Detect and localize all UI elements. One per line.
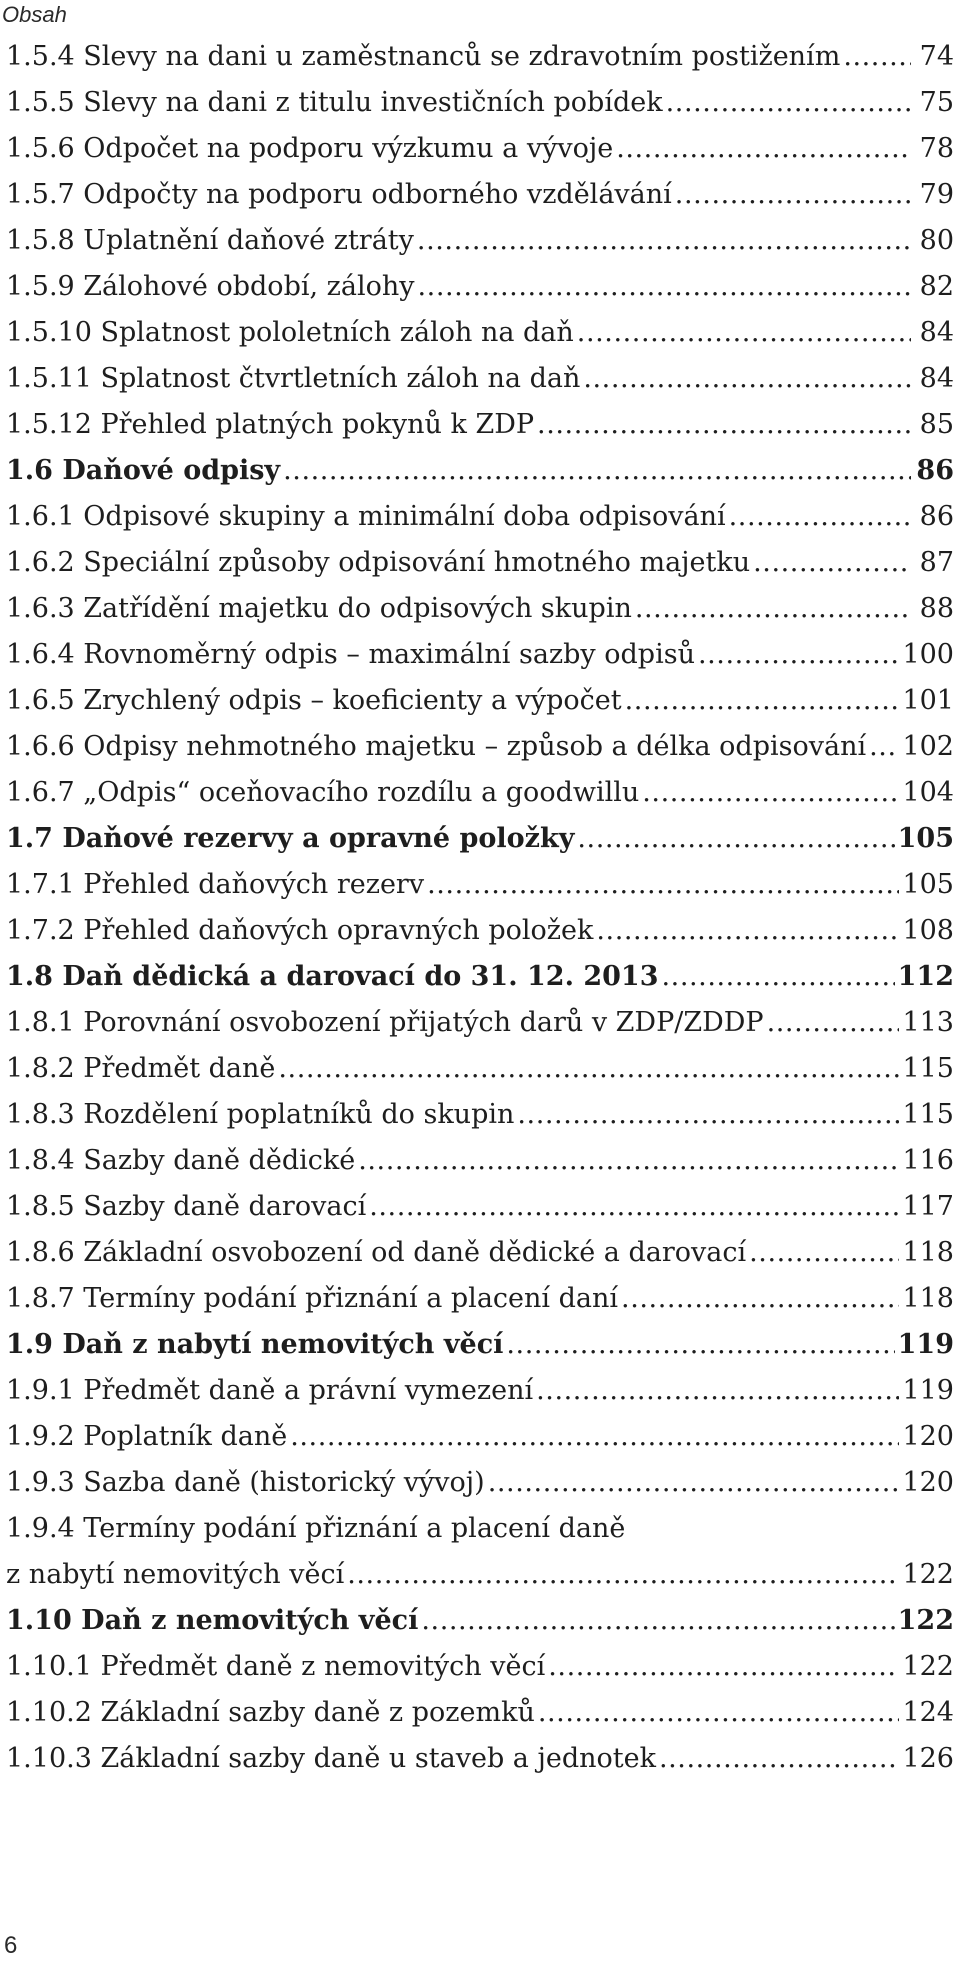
toc-dot-leader [843,34,911,80]
toc-entry-title: 1.6 Daňové odpisy [6,455,281,486]
toc-entry-title: 1.9 Daň z nabytí nemovitých věcí [6,1329,504,1360]
toc-dot-leader [536,1368,899,1414]
toc-dot-leader [421,1598,894,1644]
table-of-contents [6,34,954,1782]
toc-entry[interactable] [6,1736,954,1782]
toc-entry-title: 1.6.4 Rovnoměrný odpis – maximální sazby odpisů [6,639,695,670]
toc-entry-title: 1.7.1 Přehled daňových rezerv [6,869,425,900]
toc-entry[interactable] [6,1460,954,1506]
toc-entry-page: 105 [902,869,954,900]
toc-entry-title: 1.8.7 Termíny podání přiznání a placení daní [6,1283,619,1314]
toc-entry[interactable] [6,1644,954,1690]
toc-dot-leader [538,1690,900,1736]
toc-entry-title: 1.5.9 Zálohové období, zálohy [6,271,415,302]
toc-dot-leader [625,678,900,724]
toc-entry-page: 108 [902,915,954,946]
toc-entry-title: 1.10.1 Předmět daně z nemovitých věcí [6,1651,546,1682]
toc-entry-page: 74 [919,41,954,72]
toc-entry[interactable] [6,1230,954,1276]
toc-entry-title: 1.6.7 „Odpis“ oceňovacího rozdílu a goodwillu [6,777,640,808]
toc-entry-title: 1.6.1 Odpisové skupiny a minimální doba odpisování [6,501,726,532]
toc-dot-leader [583,356,911,402]
toc-dot-leader [659,1736,900,1782]
toc-dot-leader [621,1276,899,1322]
toc-entry-page: 115 [902,1053,954,1084]
toc-entry[interactable] [6,1552,954,1598]
toc-entry-title: 1.9.1 Předmět daně a právní vymezení [6,1375,534,1406]
toc-entry-title: 1.8.6 Základní osvobození od daně dědické a darovací [6,1237,747,1268]
toc-dot-leader [662,954,895,1000]
toc-entry-title: 1.8.4 Sazby daně dědické [6,1145,356,1176]
toc-dot-leader [347,1552,899,1598]
toc-entry-title: 1.5.12 Přehled platných pokynů k ZDP [6,409,535,440]
toc-dot-leader [417,218,911,264]
toc-entry-page: 122 [902,1559,954,1590]
toc-entry[interactable] [6,724,954,770]
toc-entry-title: 1.8.3 Rozdělení poplatníků do skupin [6,1099,515,1130]
toc-entry-page: 112 [897,961,954,992]
toc-entry[interactable] [6,1598,954,1644]
toc-entry-page: 119 [902,1375,954,1406]
toc-entry[interactable] [6,1414,954,1460]
toc-entry-title: 1.8.1 Porovnání osvobození přijatých darů v ZDP/ZDDP [6,1007,764,1038]
toc-entry[interactable] [6,448,954,494]
toc-dot-leader [369,1184,899,1230]
toc-entry[interactable] [6,1000,954,1046]
toc-entry[interactable] [6,586,954,632]
toc-dot-leader [577,310,911,356]
toc-entry-title: 1.9.4 Termíny podání přiznání a placení daně [6,1513,626,1544]
toc-dot-leader [729,494,911,540]
toc-entry-page: 122 [897,1605,954,1636]
toc-dot-leader [537,402,911,448]
toc-entry[interactable] [6,1690,954,1736]
toc-dot-leader [577,816,894,862]
toc-entry[interactable] [6,1322,954,1368]
toc-entry-title: 1.5.8 Uplatnění daňové ztráty [6,225,414,256]
toc-entry[interactable] [6,1092,954,1138]
toc-entry-title: 1.10.2 Základní sazby daně z pozemků [6,1697,535,1728]
toc-entry-page: 119 [897,1329,954,1360]
toc-dot-leader [596,908,899,954]
toc-entry[interactable] [6,954,954,1000]
toc-entry-page: 117 [902,1191,954,1222]
page-number: 6 [4,1932,18,1959]
toc-entry-page: 102 [902,731,954,762]
toc-entry[interactable] [6,908,954,954]
toc-dot-leader [666,80,911,126]
toc-entry-page: 85 [919,409,954,440]
toc-entry-page: 78 [919,133,954,164]
toc-dot-leader [767,1000,900,1046]
toc-entry[interactable] [6,1368,954,1414]
toc-dot-leader [418,264,911,310]
toc-entry-page: 126 [902,1743,954,1774]
toc-entry-page: 116 [902,1145,954,1176]
toc-entry-page: 124 [902,1697,954,1728]
toc-entry-title: 1.5.4 Slevy na dani u zaměstnanců se zdravotním postižením [6,41,841,72]
toc-dot-leader [488,1460,900,1506]
toc-entry-title: 1.5.7 Odpočty na podporu odborného vzdělávání [6,179,672,210]
toc-dot-leader [869,724,899,770]
toc-dot-leader [698,632,899,678]
toc-entry-page: 120 [902,1421,954,1452]
toc-entry-page: 120 [902,1467,954,1498]
toc-entry[interactable] [6,494,954,540]
toc-entry-title: 1.10 Daň z nemovitých věcí [6,1605,419,1636]
toc-entry-page: 118 [902,1237,954,1268]
toc-entry[interactable] [6,1184,954,1230]
toc-dot-leader [616,126,911,172]
toc-entry-title: 1.6.5 Zrychlený odpis – koeficienty a výpočet [6,685,622,716]
toc-dot-leader [548,1644,899,1690]
toc-entry-title: 1.5.10 Splatnost pololetních záloh na daň [6,317,574,348]
toc-entry-title: 1.5.5 Slevy na dani z titulu investičních pobídek [6,87,663,118]
toc-dot-leader [506,1322,894,1368]
toc-entry-title: 1.7.2 Přehled daňových opravných položek [6,915,594,946]
toc-entry[interactable] [6,34,954,80]
toc-entry[interactable] [6,862,954,908]
toc-dot-leader [278,1046,899,1092]
toc-entry[interactable] [6,678,954,724]
toc-dot-leader [749,1230,899,1276]
toc-entry-title: 1.6.6 Odpisy nehmotného majetku – způsob a délka odpisování [6,731,867,762]
toc-entry-page: 79 [919,179,954,210]
toc-entry-title: 1.7 Daňové rezervy a opravné položky [6,823,575,854]
toc-entry[interactable] [6,1138,954,1184]
toc-entry-page: 104 [902,777,954,808]
toc-entry[interactable] [6,356,954,402]
toc-entry-page: 113 [902,1007,954,1038]
toc-entry-page: 86 [916,455,954,486]
toc-entry-page: 105 [897,823,954,854]
toc-dot-leader [517,1092,899,1138]
toc-entry[interactable] [6,770,954,816]
toc-entry-title: 1.10.3 Základní sazby daně u staveb a jednotek [6,1743,656,1774]
toc-entry-page: 84 [919,317,954,348]
toc-entry[interactable] [6,1276,954,1322]
toc-entry-page: 82 [919,271,954,302]
toc-dot-leader [427,862,899,908]
toc-entry-page: 118 [902,1283,954,1314]
toc-entry[interactable] [6,540,954,586]
toc-dot-leader [642,770,899,816]
toc-entry-page: 88 [919,593,954,624]
toc-entry-title: 1.8.2 Předmět daně [6,1053,276,1084]
toc-entry-title: 1.8.5 Sazby daně darovací [6,1191,367,1222]
toc-entry[interactable] [6,264,954,310]
toc-entry-title: z nabytí nemovitých věcí [6,1559,345,1590]
toc-entry-title: 1.6.3 Zatřídění majetku do odpisových skupin [6,593,632,624]
toc-dot-leader [635,586,911,632]
toc-entry-page: 75 [919,87,954,118]
toc-entry-title: 1.9.3 Sazba daně (historický vývoj) [6,1467,485,1498]
toc-dot-leader [358,1138,899,1184]
toc-entry-page: 101 [902,685,954,716]
toc-entry-title: 1.5.11 Splatnost čtvrtletních záloh na daň [6,363,581,394]
toc-entry-page: 115 [902,1099,954,1130]
toc-dot-leader [675,172,911,218]
toc-entry[interactable] [6,172,954,218]
toc-entry[interactable] [6,218,954,264]
toc-entry[interactable] [6,1046,954,1092]
toc-entry[interactable] [6,126,954,172]
toc-entry-title: 1.5.6 Odpočet na podporu výzkumu a vývoje [6,133,614,164]
toc-dot-leader [290,1414,899,1460]
toc-entry-title: 1.9.2 Poplatník daně [6,1421,288,1452]
toc-entry[interactable] [6,80,954,126]
toc-entry[interactable] [6,402,954,448]
running-header: Obsah [2,2,67,27]
toc-entry[interactable] [6,310,954,356]
toc-entry-page: 100 [902,639,954,670]
toc-entry-title: 1.8 Daň dědická a darovací do 31. 12. 2013 [6,961,659,992]
toc-entry-page: 122 [902,1651,954,1682]
toc-entry[interactable] [6,632,954,678]
toc-entry-page: 80 [919,225,954,256]
toc-entry[interactable] [6,1506,954,1552]
toc-entry-title: 1.6.2 Speciální způsoby odpisování hmotného majetku [6,547,751,578]
toc-dot-leader [283,448,911,494]
toc-dot-leader [753,540,911,586]
toc-entry-page: 84 [919,363,954,394]
toc-entry[interactable] [6,816,954,862]
toc-entry-page: 87 [919,547,954,578]
toc-entry-page: 86 [919,501,954,532]
